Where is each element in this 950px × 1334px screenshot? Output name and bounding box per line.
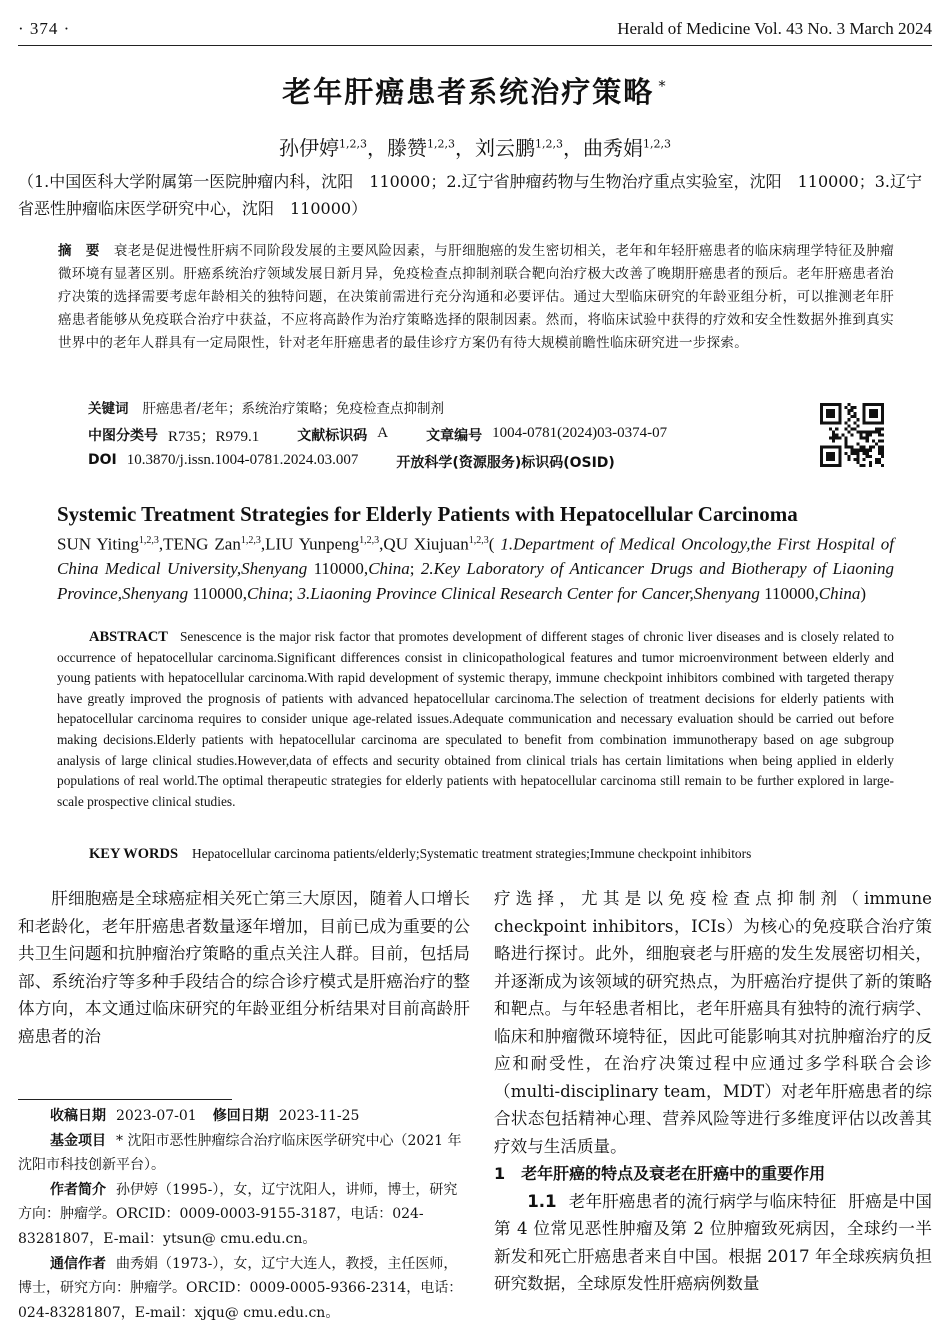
keywords-text: 肝癌患者/老年；系统治疗策略；免疫检查点抑制剂 [142, 401, 445, 417]
footnote-rule [18, 1099, 232, 1100]
body-column-right [494, 885, 932, 1298]
doi-label: DOI [88, 452, 117, 468]
authors-affiliation-en: SUN Yiting$^{1,2,3}$,TENG Zan$^{1,2,3}$,LIU Yunpeng$^{1,2,3}$,QU Xiujuan$^{1,2,3}$( 1.Department of Medical Oncology,the First Hospital of China Medical University,Shenyang 110000,China; 2.Key Laboratory of Anticancer Drugs and Biotherapy of Liaoning Province,Shenyang 110000,China; 3.Liaoning Province Clinical Research Center for Cancer,Shenyang 110000,China) [57, 534, 895, 603]
correspondence-footnote [18, 1252, 468, 1326]
author-name: 滕赞 [387, 136, 427, 160]
affiliation-3-country: China [818, 583, 861, 603]
subsection-title: 老年肝癌患者的流行病学与临床特征 [568, 1191, 837, 1211]
subsection-number: 1.1 [527, 1191, 557, 1211]
footnotes [18, 1104, 468, 1325]
author-affil-mark: 1,2,3 [359, 535, 380, 546]
affiliation-cn: （1.中国医科大学附属第一医院肿瘤内科，沈阳 110000；2.辽宁省肿瘤药物与生物治疗重点实验室，沈阳 110000；3.辽宁省恶性肿瘤临床医学研究中心，沈阳 110000） [18, 172, 922, 218]
author-name-en: LIU Yunpeng [265, 534, 360, 554]
abstract-en-text: Senescence is the major risk factor that promotes development of different stages of chronic liver diseases and is closely related to occurrence of hepatocellular carcinoma.Significant differences consist in clinicopathological features and tumor microenvironment between elderly and young patients with hepatocellular carcinoma.With rapid development of systemic therapy, immune checkpoint inhibitors combined with targeted therapy have greatly improved the prognosis of patients with advanced hepatocellular carcinoma.The selection of treatment decisions for elderly patients with hepatocellular carcinoma requires to consider unique age-related issues.Adequate communication and necessary evaluation should be carried out before making decisions.Elderly patients with hepatocellular carcinoma are speculated to benefit from combination immunotherapy based on age subgroup analysis of large clinical studies.However,data of effects and security obtained from clinical trials has certain limitations when being applied in elderly populations of real world.The optimal therapeutic strategies for elderly patients with hepatocellular carcinoma still remain to be further explored in large-scale prospective clinical studies. [57, 629, 894, 809]
author-affil-mark: 1,2,3 [535, 137, 563, 151]
journal-citation: Herald of Medicine Vol. 43 No. 3 March 2024 [617, 19, 932, 38]
article-id-value: 1004-0781(2024)03-0374-07 [492, 425, 668, 441]
doc-code-value: A [377, 425, 389, 441]
running-header [18, 16, 932, 42]
revised-label: 修回日期 [212, 1108, 269, 1124]
author-name: 曲秀娟 [583, 136, 643, 160]
author-name-en: SUN Yiting [57, 534, 139, 554]
intro-paragraph-continued: 疗选择，尤其是以免疫检查点抑制剂（immune checkpoint inhibitors，ICIs）为核心的免疫联合治疗策略进行探讨。此外，细胞衰老与肝癌的发生发展密切相关，并逐渐成为该领域的研究热点，为肝癌治疗提供了新的策略和靶点。与年轻患者相比，老年肝癌具有独特的流行病学、临床和肿瘤微环境特征，因此可能影响其对抗肿瘤治疗的反应和耐受性，在治疗决策过程中应通过多学科联合会诊（multi-disciplinary team，MDT）对老年肝癌患者的综合状态包括精神心理、营养风险等进行多维度评估以改善其疗效与生活质量。 [494, 889, 932, 1156]
osid-qr-code[interactable] [820, 403, 884, 467]
received-label: 收稿日期 [50, 1108, 106, 1124]
clc-label: 中图分类号 [88, 428, 158, 444]
author-name: 孙伊婷 [279, 136, 339, 160]
correspondence-text: 曲秀娟（1973-），女，辽宁大连人，教授，主任医师，博士，研究方向：肿瘤学。ORCID：0009-0005-9366-2314，电话：024-83281807，E-mail：xjqu@ cmu.edu.cn。 [18, 1255, 463, 1321]
author-name-en: QU Xiujuan [383, 534, 469, 554]
title-text: 老年肝癌患者系统治疗策略 [282, 75, 655, 109]
received-date: 2023-07-01 [116, 1108, 197, 1124]
author-affil-mark: 1,2,3 [427, 137, 455, 151]
author-bio-label: 作者简介 [50, 1181, 106, 1198]
author-affil-mark: 1,2,3 [138, 535, 159, 546]
section-heading-1: 1 老年肝癌的特点及衰老在肝癌中的重要作用 [494, 1164, 826, 1183]
fund-label: 基金项目 [50, 1132, 106, 1149]
affiliation-3: 3.Liaoning Province Clinical Research Center for Cancer,Shenyang [297, 583, 760, 603]
author-list-cn: 孙伊婷$^{1,2,3}$，滕赞$^{1,2,3}$，刘云鹏$^{1,2,3}$，曲秀娟$^{1,2,3}$ [279, 136, 671, 160]
keywords-en-label: KEY WORDS [89, 846, 179, 862]
article-id-label: 文章编号 [426, 428, 483, 444]
subsection-1-1 [494, 1188, 932, 1298]
intro-paragraph: 肝细胞癌是全球癌症相关死亡第三大原因，随着人口增长和老龄化，老年肝癌患者数量逐年增加，目前已成为重要的公共卫生问题和抗肿瘤治疗策略的重点关注人群。目前，包括局部、系统治疗等多种手段结合的综合诊疗模式是肝癌治疗的整体方向，本文通过临床研究的年龄亚组分析结果对目前高龄肝癌患者的治 [18, 889, 470, 1046]
revised-date: 2023-11-25 [278, 1108, 360, 1124]
author-name-en: TENG Zan [163, 534, 241, 554]
affiliation-1-country: China [368, 559, 410, 579]
doi-row [88, 452, 625, 472]
affiliation-1-zip: 110000, [313, 559, 369, 579]
author-bio-text: 孙伊婷（1995-），女，辽宁沈阳人，讲师，博士，研究方向：肿瘤学。ORCID：0009-0003-9155-3187，电话：024-83281807，E-mail：ytsun@ cmu.edu.cn。 [18, 1181, 458, 1247]
dates-footnote [18, 1104, 468, 1129]
affiliation-2: 2.Key Laboratory of Anticancer Drugs and Biotherapy of Liaoning Province,Shenyang [57, 559, 895, 603]
fund-text: * 沈阳市恶性肿瘤综合治疗临床医学研究中心（2021 年沈阳市科技创新平台）。 [18, 1132, 462, 1174]
correspondence-label: 通信作者 [50, 1255, 106, 1272]
article-title-en: Systemic Treatment Strategies for Elderly Patients with Hepatocellular Carcinoma [57, 502, 798, 526]
osid-label: 开放科学(资源服务)标识码(OSID) [396, 455, 615, 471]
author-affil-mark: 1,2,3 [240, 535, 261, 546]
body-column-left [18, 885, 470, 1050]
author-affil-mark: 1,2,3 [468, 535, 489, 546]
page-number: · 374 · [18, 19, 71, 38]
author-name: 刘云鹏 [475, 136, 535, 160]
doi-value[interactable]: 10.3870/j.issn.1004-0781.2024.03.007 [126, 452, 359, 468]
abstract-cn [58, 240, 894, 355]
abstract-en [57, 627, 894, 812]
author-affil-mark: 1,2,3 [643, 137, 671, 151]
keywords-en [89, 846, 751, 863]
author-bio-footnote [18, 1178, 468, 1252]
article-title-cn [0, 70, 950, 111]
author-affil-mark: 1,2,3 [339, 137, 367, 151]
classification-row [88, 425, 705, 446]
abstract-en-label: ABSTRACT [89, 629, 168, 645]
clc-value: R735；R979.1 [168, 429, 260, 445]
title-footnote-mark: * [658, 77, 668, 96]
subsection-text: 肝癌是中国第 4 位常见恶性肿瘤及第 2 位肿瘤致死病因，全球约一半新发和死亡肝癌患者来自中国。根据 2017 年全球疾病负担研究数据，全球原发性肝癌病例数量 [494, 1191, 933, 1293]
keywords-label: 关键词 [88, 401, 129, 417]
affiliation-2-zip: 110000, [192, 583, 247, 603]
abstract-text: 衰老是促进慢性肝病不同阶段发展的主要风险因素，与肝细胞癌的发生密切相关，老年和年轻肝癌患者的临床病理学特征及肿瘤微环境有显著区别。肝癌系统治疗领域发展日新月异，免疫检查点抑制剂联合靶向治疗极大改善了晚期肝癌患者的预后。老年肝癌患者治疗决策的选择需要考虑年龄相关的独特问题，在决策前需进行充分沟通和必要评估。通过大型临床研究的年龄亚组分析，可以推测老年肝癌患者能够从免疫联合治疗中获益，不应将高龄作为治疗策略选择的限制因素。然而，将临床试验中获得的疗效和安全性数据外推到真实世界中的老年人群具有一定局限性，针对老年肝癌患者的最佳诊疗方案仍有待大规模前瞻性临床研究进一步探索。 [58, 243, 894, 351]
doc-code-label: 文献标识码 [297, 428, 368, 444]
fund-footnote [18, 1129, 468, 1178]
affiliation-1: 1.Department of Medical Oncology,the First Hospital of China Medical University,Shenyang [57, 534, 894, 579]
affiliation-3-zip: 110000, [764, 583, 819, 603]
abstract-label: 摘 要 [58, 243, 100, 259]
affiliation-2-country: China [246, 583, 289, 603]
keywords-en-text: Hepatocellular carcinoma patients/elderly;Systematic treatment strategies;Immune checkpoint inhibitors [192, 846, 752, 861]
header-rule [18, 45, 932, 46]
keywords-cn [88, 397, 444, 417]
